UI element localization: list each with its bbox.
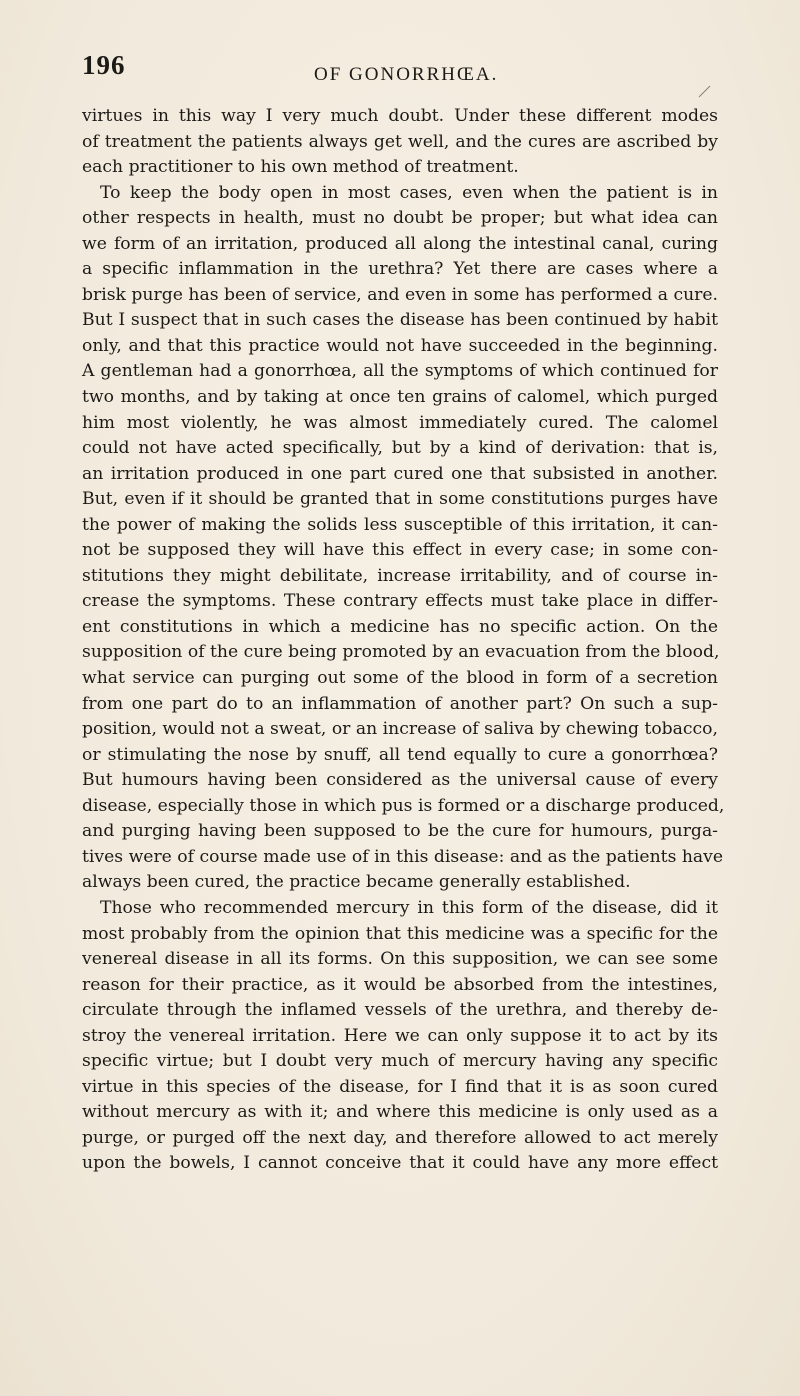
text-line: upon the bowels, I cannot conceive that it could have any more effect [82,1153,718,1174]
page-header [82,50,702,100]
text-line: To keep the body open in most cases, even when the patient is in [100,182,718,203]
text-line: ent constitutions in which a medicine has no specific action. On the [82,616,718,637]
text-line: an irritation produced in one part cured one that subsisted in another. [82,463,718,484]
text-line: from one part do to an inflammation of another part? On such a sup- [82,693,718,714]
text-line: we form of an irritation, produced all along the intestinal canal, curing [82,233,718,254]
text-line: other respects in health, must no doubt be proper; but what idea can [82,208,718,229]
text-line: or stimulating the nose by snuff, all tend equally to cure a gonorrhœa? [82,744,718,765]
text-line: supposition of the cure being promoted by an evacuation from the blood, [82,642,720,663]
text-line: two months, and by taking at once ten grains of calomel, which purged [82,387,718,408]
text-line: virtue in this species of the disease, for I find that it is as soon cured [82,1076,718,1097]
body-text [82,104,725,1177]
text-line: most probably from the opinion that this medicine was a specific for the [82,923,718,944]
text-line: stroy the venereal irritation. Here we can only suppose it to act by its [82,1025,718,1046]
text-line: specific virtue; but I doubt very much of mercury having any specific [82,1051,718,1072]
text-line: But humours having been considered as the universal cause of every [82,770,718,791]
text-line: reason for their practice, as it would be absorbed from the intestines, [82,974,718,995]
text-line: and purging having been supposed to be the cure for humours, purga- [82,821,718,842]
text-line: crease the symptoms. These contrary effects must take place in differ- [82,591,718,612]
text-line: without mercury as with it; and where this medicine is only used as a [82,1102,718,1123]
text-line: position, would not a sweat, or an increase of saliva by chewing tobacco, [82,719,718,740]
text-line: A gentleman had a gonorrhœa, all the symptoms of which continued for [82,361,718,382]
text-line: tives were of course made use of in this disease: and as the patients have [82,846,724,867]
text-line: him most violently, he was almost immediately cured. The calomel [82,412,718,433]
text-line: venereal disease in all its forms. On this supposition, we can see some [82,949,718,970]
text-line: stitutions they might debilitate, increase irritability, and of course in- [82,565,718,586]
text-line: only, and that this practice would not have succeeded in the beginning. [82,335,718,356]
running-head: OF GONORRHŒA. [314,64,499,85]
text-line: each practitioner to his own method of treatment. [82,157,519,178]
text-line: circulate through the inflamed vessels of the urethra, and thereby de- [82,1000,718,1021]
text-line: a specific inflammation in the urethra? Yet there are cases where a [82,259,718,280]
text-line: disease, especially those in which pus is formed or a discharge produced, [82,795,725,816]
page-number: 196 [82,50,126,80]
text-line: But I suspect that in such cases the disease has been continued by habit [82,310,718,331]
text-line: always been cured, the practice became generally established. [82,872,631,893]
text-line: could not have acted specifically, but by a kind of derivation: that is, [82,438,718,459]
text-line: brisk purge has been of service, and even in some has performed a cure. [82,284,718,305]
text-line: Those who recommended mercury in this form of the disease, did it [100,897,718,918]
text-line: of treatment the patients always get well, and the cures are ascribed by [82,131,718,152]
pencil-mark-icon [698,84,712,98]
text-line: purge, or purged off the next day, and therefore allowed to act merely [82,1127,718,1148]
text-line: the power of making the solids less susceptible of this irritation, it can- [82,514,718,535]
text-line: But, even if it should be granted that in some constitutions purges have [82,489,718,510]
text-line: virtues in this way I very much doubt. Under these different modes [82,106,718,126]
text-line: not be supposed they will have this effect in every case; in some con- [82,540,718,561]
text-line: what service can purging out some of the blood in form of a secretion [82,668,718,689]
